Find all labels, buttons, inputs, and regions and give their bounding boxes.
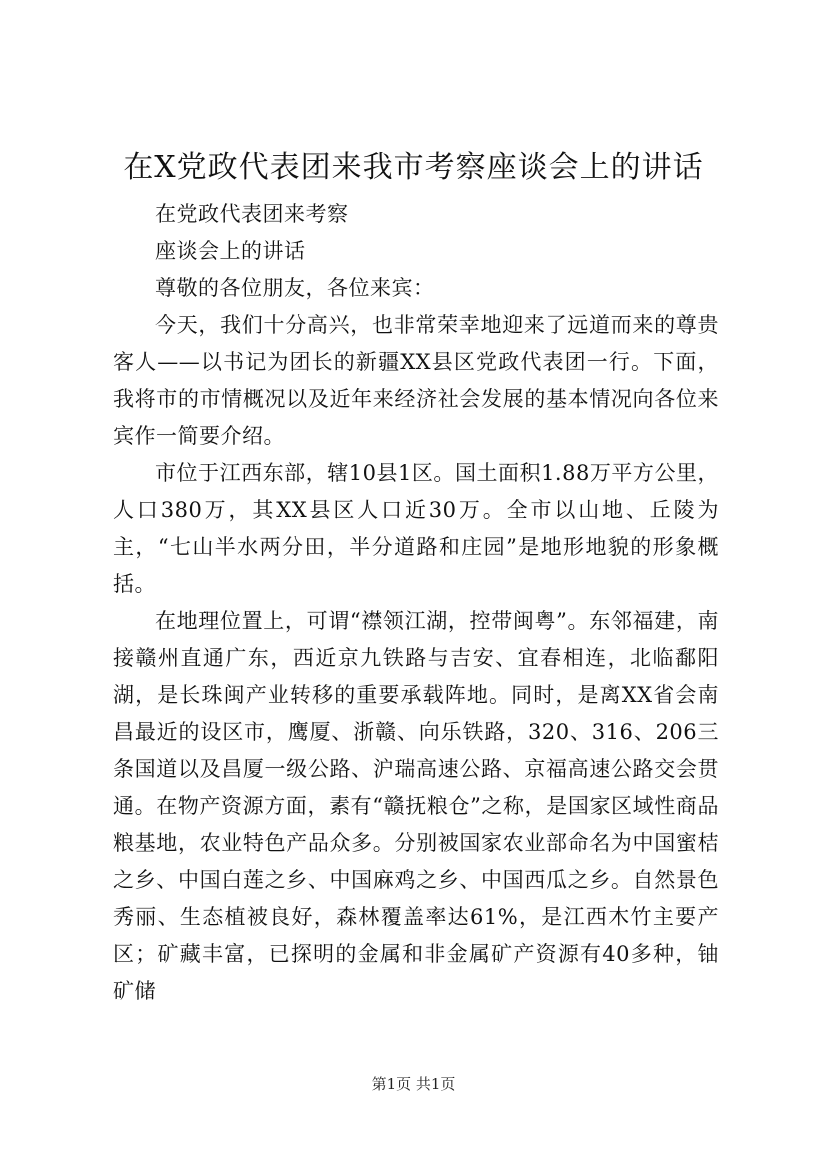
page-footer: 第1页 共1页 [371,1075,456,1093]
subtitle-line-2: 座谈会上的讲话 [155,239,306,263]
document-body [113,196,719,1010]
salutation: 尊敬的各位朋友，各位来宾： [155,276,435,300]
paragraph-intro: 今天，我们十分高兴，也非常荣幸地迎来了远道而来的尊贵客人——以书记为团长的新疆XX县区党政代表团一行。下面，我将市的市情概况以及近年来经济社会发展的基本情况向各位来宾作一简要介绍。 [113,313,719,448]
paragraph-overview: 市位于江西东部，辖10县1区。国土面积1.88万平方公里，人口380万，其XX县区人口近30万。全市以山地、丘陵为主，“七山半水两分田，半分道路和庄园”是地形地貌的形象概括。 [113,461,719,596]
paragraph-geography: 在地理位置上，可谓“襟领江湖，控带闽粤”。东邻福建，南接赣州直通广东，西近京九铁路与吉安、宜春相连，北临鄱阳湖，是长珠闽产业转移的重要承载阵地。同时，是离XX省会南昌最近的设区市，鹰厦、浙赣、向乐铁路，320、316、206三条国道以及昌厦一级公路、沪瑞高速公路、京福高速公路交会贯通。在物产资源方面，素有“赣抚粮仓”之称，是国家区域性商品粮基地，农业特色产品众多。分别被国家农业部命名为中国蜜桔之乡、中国白莲之乡、中国麻鸡之乡、中国西瓜之乡。自然景色秀丽、生态植被良好，森林覆盖率达61%，是江西木竹主要产区；矿藏丰富，已探明的金属和非金属矿产资源有40多种，铀矿储 [113,609,719,1003]
subtitle-line-1: 在党政代表团来考察 [155,202,349,226]
document-title: 在X党政代表团来我市考察座谈会上的讲话 [123,150,704,185]
